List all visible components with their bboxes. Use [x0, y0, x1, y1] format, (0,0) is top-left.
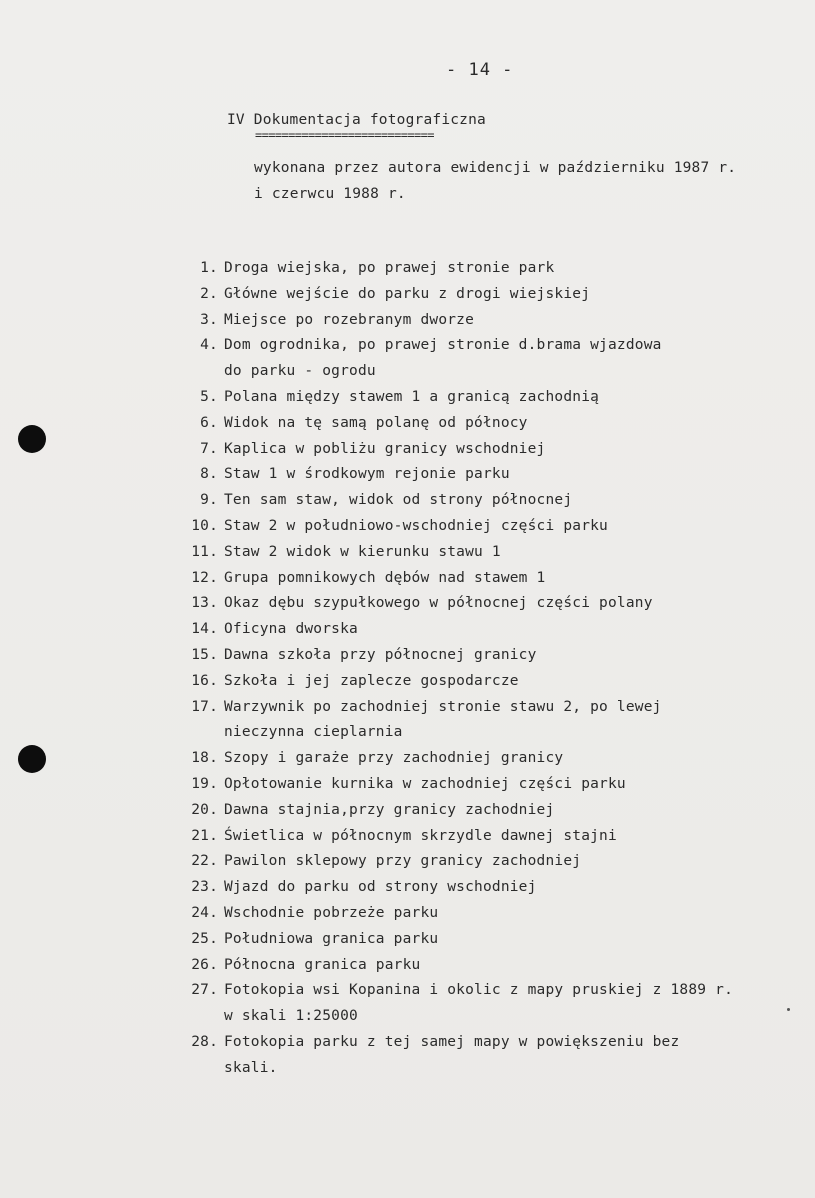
- item-number: 10.: [191, 517, 218, 534]
- item-text: Szkoła i jej zaplecze gospodarcze: [224, 672, 519, 689]
- item-number: 25.: [191, 930, 218, 947]
- item-text: Polana między stawem 1 a granicą zachodnią: [224, 388, 600, 405]
- punch-hole-bottom: [18, 745, 46, 773]
- item-number: 27.: [191, 982, 218, 999]
- item-text: Okaz dębu szypułkowego w północnej części polany: [224, 595, 653, 612]
- item-number: 12.: [191, 569, 218, 586]
- list-item: [178, 798, 733, 824]
- item-number: 4.: [200, 337, 218, 354]
- item-text: Północna granica parku: [224, 956, 421, 973]
- item-number: 13.: [191, 595, 218, 612]
- item-number: 26.: [191, 956, 218, 973]
- list-item: [178, 437, 733, 463]
- list-item: [178, 978, 733, 1030]
- photo-list: [178, 256, 733, 1082]
- list-item: [178, 385, 733, 411]
- item-text: Dawna stajnia,przy granicy zachodniej: [224, 801, 555, 818]
- item-number: 8.: [200, 466, 218, 483]
- list-item: [178, 772, 733, 798]
- section-subtitle: [254, 155, 736, 207]
- item-number: 18.: [191, 750, 218, 767]
- item-number: 28.: [191, 1033, 218, 1050]
- item-number: 5.: [200, 388, 218, 405]
- item-number: 6.: [200, 414, 218, 431]
- item-text: Fotokopia wsi Kopanina i okolic z mapy pruskiej z 1889 r. w skali 1:25000: [224, 982, 733, 1025]
- list-item: [178, 566, 733, 592]
- list-item: [178, 617, 733, 643]
- item-number: 19.: [191, 775, 218, 792]
- item-text: Grupa pomnikowych dębów nad stawem 1: [224, 569, 546, 586]
- list-item: [178, 256, 733, 282]
- item-text: Fotokopia parku z tej samej mapy w powiększeniu bez skali.: [224, 1033, 680, 1076]
- punch-hole-top: [18, 425, 46, 453]
- list-item: [178, 462, 733, 488]
- item-text: Miejsce po rozebranym dworze: [224, 311, 475, 328]
- list-item: [178, 1030, 733, 1082]
- title-underline: ===========================: [255, 128, 434, 142]
- item-text: Staw 2 w południowo-wschodniej części parku: [224, 517, 608, 534]
- item-number: 1.: [200, 260, 218, 276]
- item-number: 2.: [200, 285, 218, 302]
- item-text: Staw 2 widok w kierunku stawu 1: [224, 543, 501, 560]
- item-text: Warzywnik po zachodniej stronie stawu 2, po lewej nieczynna cieplarnia: [224, 698, 662, 741]
- item-number: 15.: [191, 646, 218, 663]
- list-item: [178, 849, 733, 875]
- item-number: 22.: [191, 853, 218, 870]
- item-text: Świetlica w północnym skrzydle dawnej stajni: [224, 827, 617, 844]
- item-text: Wschodnie pobrzeże parku: [224, 904, 439, 921]
- item-number: 23.: [191, 879, 218, 896]
- item-number: 7.: [200, 440, 218, 457]
- list-item: [178, 514, 733, 540]
- item-text: Kaplica w pobliżu granicy wschodniej: [224, 440, 546, 457]
- list-item: [178, 746, 733, 772]
- list-item: [178, 591, 733, 617]
- item-text: Widok na tę samą polanę od północy: [224, 414, 528, 431]
- item-number: 3.: [200, 311, 218, 328]
- list-item: [178, 901, 733, 927]
- list-item: [178, 643, 733, 669]
- item-number: 9.: [200, 492, 218, 509]
- ink-speck: [787, 1008, 790, 1011]
- list-item: [178, 824, 733, 850]
- item-text: Wjazd do parku od strony wschodniej: [224, 879, 537, 896]
- subtitle-text: wykonana przez autora ewidencji w październiku 1987 r. i czerwcu 1988 r.: [254, 160, 737, 202]
- item-text: Szopy i garaże przy zachodniej granicy: [224, 750, 564, 767]
- list-item: [178, 308, 733, 334]
- item-number: 21.: [191, 827, 218, 844]
- item-text: Główne wejście do parku z drogi wiejskiej: [224, 285, 591, 302]
- list-item: [178, 875, 733, 901]
- item-number: 24.: [191, 904, 218, 921]
- list-item: [178, 488, 733, 514]
- item-number: 14.: [191, 621, 218, 638]
- list-item: [178, 669, 733, 695]
- item-number: 16.: [191, 672, 218, 689]
- list-item: [178, 927, 733, 953]
- list-item: [178, 282, 733, 308]
- item-text: Ten sam staw, widok od strony północnej: [224, 492, 573, 509]
- item-text: Pawilon sklepowy przy granicy zachodniej: [224, 853, 582, 870]
- item-text: Droga wiejska, po prawej stronie park: [224, 260, 555, 276]
- item-text: Opłotowanie kurnika w zachodniej części parku: [224, 775, 626, 792]
- list-item: [178, 953, 733, 979]
- item-text: Dom ogrodnika, po prawej stronie d.brama wjazdowa do parku - ogrodu: [224, 337, 662, 380]
- item-text: Oficyna dworska: [224, 621, 358, 638]
- item-text: Staw 1 w środkowym rejonie parku: [224, 466, 510, 483]
- list-item: [178, 695, 733, 747]
- item-number: 11.: [191, 543, 218, 560]
- page-number: - 14 -: [446, 60, 514, 80]
- item-text: Południowa granica parku: [224, 930, 439, 947]
- list-item: [178, 333, 733, 385]
- list-item: [178, 540, 733, 566]
- item-text: Dawna szkoła przy północnej granicy: [224, 646, 537, 663]
- item-number: 20.: [191, 801, 218, 818]
- list-item: [178, 411, 733, 437]
- section-title: IV Dokumentacja fotograficzna: [227, 112, 486, 128]
- item-number: 17.: [191, 698, 218, 715]
